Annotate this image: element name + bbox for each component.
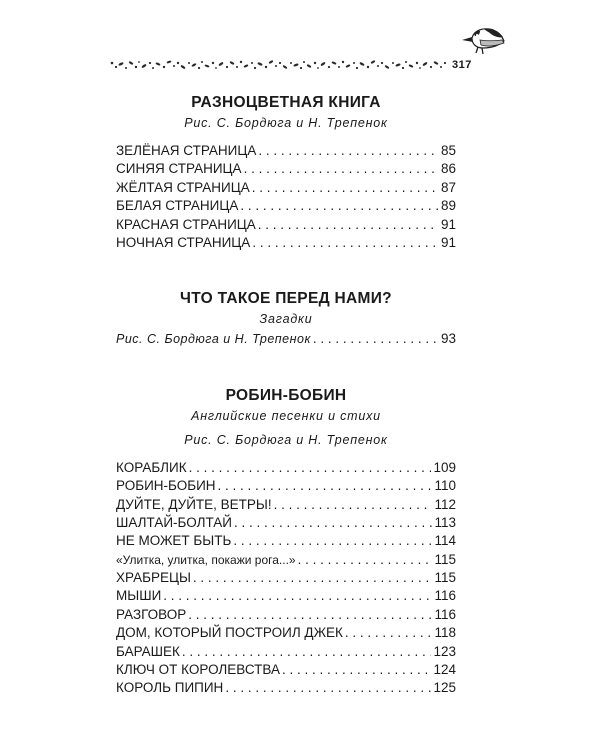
toc-entry[interactable] xyxy=(116,606,456,624)
entry-page: 86 xyxy=(440,161,456,177)
entry-list xyxy=(116,330,456,348)
entry-title: РАЗГОВОР xyxy=(116,606,187,622)
titmouse-bird-icon xyxy=(460,20,506,56)
entry-page: 116 xyxy=(434,606,456,622)
section-illustrator: Рис. С. Бордюга и Н. Трепенок xyxy=(184,432,388,447)
entry-title: БАРАШЕК xyxy=(116,643,180,659)
entry-page: 123 xyxy=(433,643,456,659)
toc-entry[interactable] xyxy=(116,624,456,642)
toc-entry[interactable] xyxy=(116,587,456,605)
entry-title: Рис. С. Бордюга и Н. Трепенок xyxy=(116,332,311,347)
leader-dots xyxy=(188,606,432,624)
entry-page: 85 xyxy=(440,143,456,158)
leader-dots xyxy=(244,160,439,178)
entry-title: КРАСНАЯ СТРАНИЦА xyxy=(116,216,256,232)
entry-page: 124 xyxy=(433,662,456,678)
toc-entry[interactable] xyxy=(116,661,456,679)
leader-dots xyxy=(282,661,432,679)
leader-dots xyxy=(218,477,433,495)
table-of-contents xyxy=(116,92,456,698)
section-title: РОБИН-БОБИН xyxy=(225,386,347,404)
toc-entry[interactable] xyxy=(116,643,456,661)
section-raznocvetnaya-kniga xyxy=(116,92,456,252)
entry-title: НОЧНАЯ СТРАНИЦА xyxy=(116,234,251,250)
entry-title: КОРАБЛИК xyxy=(116,459,187,475)
entry-title: СИНЯЯ СТРАНИЦА xyxy=(116,161,242,177)
toc-entry[interactable] xyxy=(116,477,456,495)
entry-title: «Улитка, улитка, покажи рога...» xyxy=(116,552,296,567)
entry-page: 114 xyxy=(434,533,456,549)
section-title: ЧТО ТАКОЕ ПЕРЕД НАМИ? xyxy=(180,290,392,308)
entry-page: 110 xyxy=(434,478,456,494)
leader-dots xyxy=(233,532,432,550)
entry-title: ЖЁЛТАЯ СТРАНИЦА xyxy=(116,179,250,195)
entry-title: КЛЮЧ ОТ КОРОЛЕВСТВА xyxy=(116,662,280,678)
leader-dots xyxy=(298,551,433,569)
decorative-leaf-border-icon xyxy=(108,58,448,72)
entry-page: 125 xyxy=(433,680,456,696)
toc-entry[interactable] xyxy=(116,569,456,587)
leader-dots xyxy=(240,197,439,215)
leader-dots xyxy=(252,179,439,197)
leader-dots xyxy=(182,643,432,661)
toc-entry[interactable] xyxy=(116,679,456,697)
leader-dots xyxy=(258,216,439,234)
entry-page: 118 xyxy=(434,625,456,641)
entry-title: ЗЕЛЁНАЯ СТРАНИЦА xyxy=(116,143,257,158)
entry-page: 91 xyxy=(440,234,456,250)
section-subtitle: Загадки xyxy=(259,312,313,327)
entry-title: ХРАБРЕЦЫ xyxy=(116,570,191,586)
toc-entry[interactable] xyxy=(116,514,456,532)
entry-title: ДОМ, КОТОРЫЙ ПОСТРОИЛ ДЖЕК xyxy=(116,625,343,641)
leader-dots xyxy=(163,587,432,605)
section-title: РАЗНОЦВЕТНАЯ КНИГА xyxy=(191,94,381,111)
toc-entry[interactable] xyxy=(116,532,456,550)
leader-dots xyxy=(313,330,439,348)
entry-page: 113 xyxy=(434,514,456,530)
entry-page: 115 xyxy=(434,551,456,567)
leader-dots xyxy=(258,142,439,160)
entry-page: 93 xyxy=(440,331,456,347)
entry-page: 89 xyxy=(440,198,456,214)
entry-title: РОБИН-БОБИН xyxy=(116,478,216,494)
toc-entry[interactable] xyxy=(116,496,456,514)
leader-dots xyxy=(193,569,433,587)
leader-dots xyxy=(252,234,439,252)
toc-entry[interactable] xyxy=(116,330,456,348)
section-robin-bobin xyxy=(116,385,456,698)
entry-title: КОРОЛЬ ПИПИН xyxy=(116,680,224,696)
entry-title: НЕ МОЖЕТ БЫТЬ xyxy=(116,533,232,549)
section-illustrator: Рис. С. Бордюга и Н. Трепенок xyxy=(184,116,388,130)
entry-title: ШАЛТАЙ-БОЛТАЙ xyxy=(116,514,232,530)
entry-page: 109 xyxy=(433,459,456,475)
toc-entry[interactable] xyxy=(116,142,456,160)
toc-entry[interactable] xyxy=(116,197,456,215)
entry-title: ДУЙТЕ, ДУЙТЕ, ВЕТРЫ! xyxy=(116,496,272,512)
toc-entry[interactable] xyxy=(116,216,456,234)
toc-entry[interactable] xyxy=(116,234,456,252)
entry-title: БЕЛАЯ СТРАНИЦА xyxy=(116,198,239,214)
leader-dots xyxy=(234,514,433,532)
leader-dots xyxy=(345,624,433,642)
entry-list xyxy=(116,459,456,698)
entry-page: 112 xyxy=(434,496,456,512)
entry-page: 116 xyxy=(434,588,456,604)
section-subtitle: Английские песенки и стихи xyxy=(191,408,381,423)
entry-title: МЫШИ xyxy=(116,588,162,604)
entry-page: 115 xyxy=(434,570,456,586)
entry-page: 87 xyxy=(440,179,456,195)
toc-entry[interactable] xyxy=(116,179,456,197)
leader-dots xyxy=(189,459,432,477)
toc-entry[interactable] xyxy=(116,160,456,178)
page-header xyxy=(0,0,600,90)
toc-entry[interactable] xyxy=(116,551,456,569)
entry-list xyxy=(116,142,456,252)
section-chto-takoe-pered-nami xyxy=(116,288,456,348)
entry-page: 91 xyxy=(440,216,456,232)
leader-dots xyxy=(274,496,433,514)
leader-dots xyxy=(225,679,431,697)
page-number: 317 xyxy=(452,59,472,71)
toc-entry[interactable] xyxy=(116,459,456,477)
